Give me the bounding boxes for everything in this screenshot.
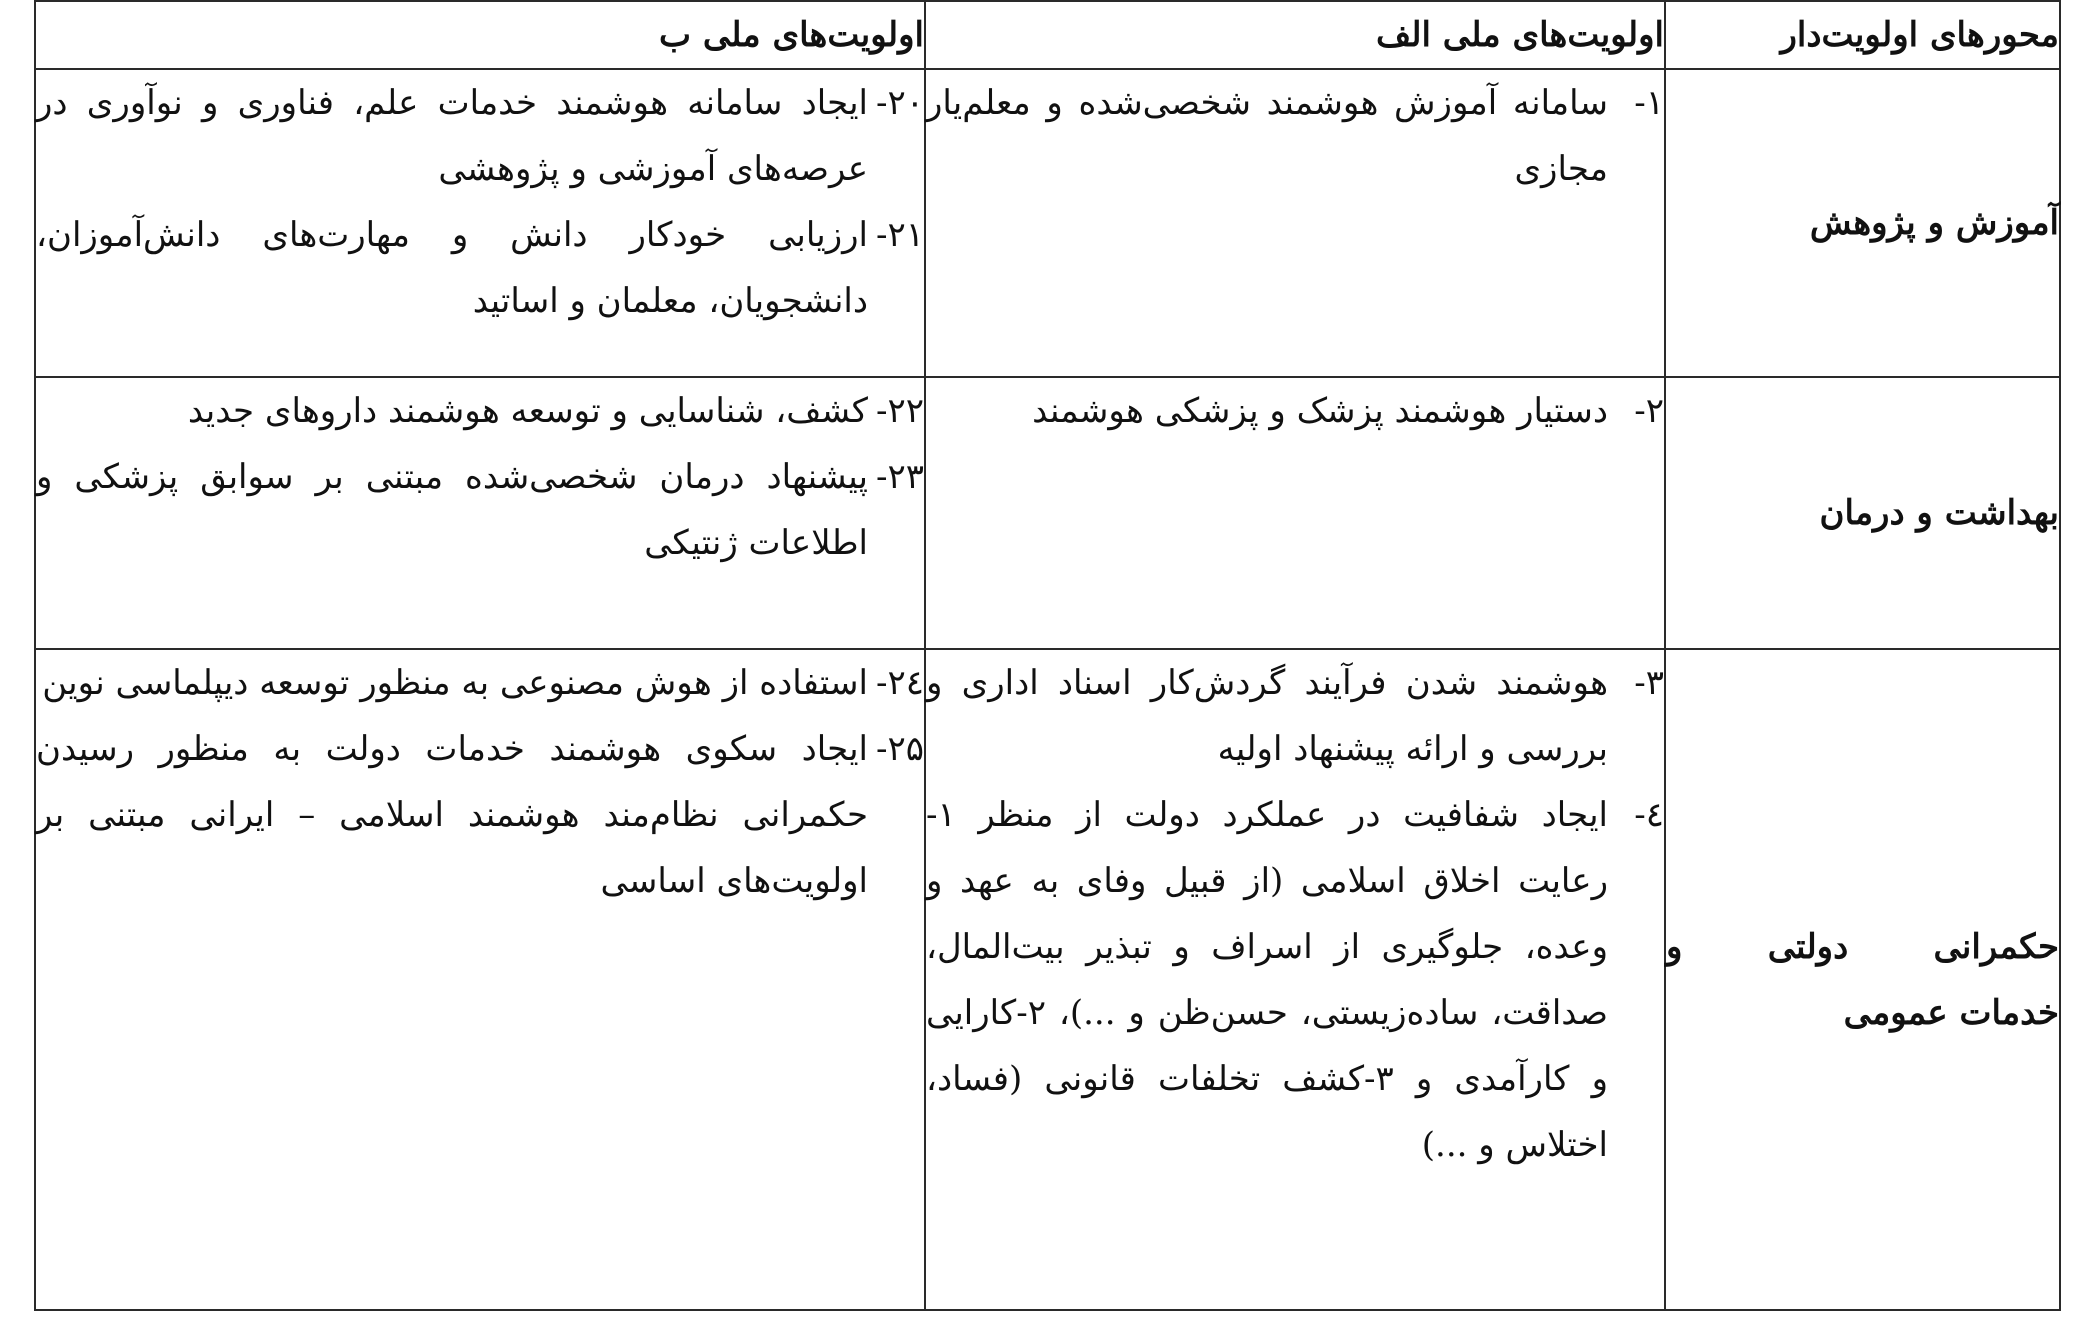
list-item xyxy=(36,378,924,444)
item-text: دستیار هوشمند پزشک و پزشکی هوشمند xyxy=(1032,391,1608,431)
priority-a-cell xyxy=(925,69,1665,377)
list-item xyxy=(926,70,1664,202)
header-priority-b: اولویت‌های ملی ب xyxy=(35,1,925,69)
item-number: ۲- xyxy=(1634,391,1664,431)
item-number: ۲٤- xyxy=(875,663,924,703)
item-number: ۳- xyxy=(1634,663,1664,703)
priority-b-cell xyxy=(35,649,925,1310)
list-item xyxy=(926,378,1664,444)
item-text: ارزیابی خودکار دانش و مهارت‌های دانش‌آموزان، دانشجویان، معلمان و اساتید xyxy=(36,215,868,321)
item-number: ۲۰- xyxy=(875,83,924,123)
item-text: کشف، شناسایی و توسعه هوشمند داروهای جدید xyxy=(187,391,868,431)
item-number: ٤- xyxy=(1634,795,1664,835)
axis-word: حکمرانی xyxy=(1933,926,2059,967)
axis-word: دولتی xyxy=(1767,926,1849,967)
priority-a-cell xyxy=(925,377,1665,649)
item-text: پیشنهاد درمان شخصی‌شده مبتنی بر سوابق پزشکی و اطلاعات ژنتیکی xyxy=(36,457,868,563)
list-item xyxy=(36,716,924,914)
axis-word: و xyxy=(1666,926,1683,967)
list-item xyxy=(36,70,924,202)
list-item xyxy=(36,650,924,716)
item-number: ۲۵- xyxy=(875,729,924,769)
table-row xyxy=(35,69,2060,377)
item-text: استفاده از هوش مصنوعی به منظور توسعه دیپلماسی نوین xyxy=(42,663,868,703)
list-item xyxy=(36,202,924,334)
item-text: ایجاد شفافیت در عملکرد دولت از منظر ۱-رعایت اخلاق اسلامی (از قبیل وفای به عهد و وعده، جلوگیری از اسراف و تبذیر بیت‌المال، صداقت، ساده‌زیستی، حسن‌ظن و ...)، ۲-کارایی و کارآمدی و ۳-کشف تخلفات قانونی (فساد، اختلاس و ...) xyxy=(926,795,1609,1165)
axis-cell xyxy=(1665,377,2060,649)
priority-a-cell xyxy=(925,649,1665,1310)
axis-cell xyxy=(1665,69,2060,377)
table-row xyxy=(35,377,2060,649)
header-priority-a: اولویت‌های ملی الف xyxy=(925,1,1665,69)
item-text: سامانه آموزش هوشمند شخصی‌شده و معلم‌یار مجازی xyxy=(926,83,1608,189)
priority-b-cell xyxy=(35,69,925,377)
item-text: ایجاد سکوی هوشمند خدمات دولت به منظور رسیدن حکمرانی نظام‌مند هوشمند اسلامی – ایرانی مبتنی بر اولویت‌های اساسی xyxy=(36,729,868,901)
item-number: ۱- xyxy=(1634,83,1664,123)
list-item xyxy=(926,650,1664,782)
list-item xyxy=(926,782,1664,1178)
priorities-table xyxy=(34,0,2061,1311)
table-row xyxy=(35,649,2060,1310)
table-header-row xyxy=(35,1,2060,69)
header-axis: محورهای اولویت‌دار xyxy=(1665,1,2060,69)
priority-b-cell xyxy=(35,377,925,649)
item-number: ۲۱- xyxy=(875,215,924,255)
item-number: ۲۲- xyxy=(875,391,924,431)
axis-label: بهداشت و درمان xyxy=(1819,493,2059,533)
item-text: ایجاد سامانه هوشمند خدمات علم، فناوری و نوآوری در عرصه‌های آموزشی و پژوهشی xyxy=(36,83,868,189)
item-text: هوشمند شدن فرآیند گردش‌کار اسناد اداری و بررسی و ارائه پیشنهاد اولیه xyxy=(926,663,1608,769)
axis-label: آموزش و پژوهش xyxy=(1809,203,2059,243)
axis-label-line2: خدمات عمومی xyxy=(1843,992,2059,1033)
axis-cell xyxy=(1665,649,2060,1310)
item-number: ۲۳- xyxy=(875,457,924,497)
list-item xyxy=(36,444,924,576)
axis-label-line1 xyxy=(1666,914,2059,980)
